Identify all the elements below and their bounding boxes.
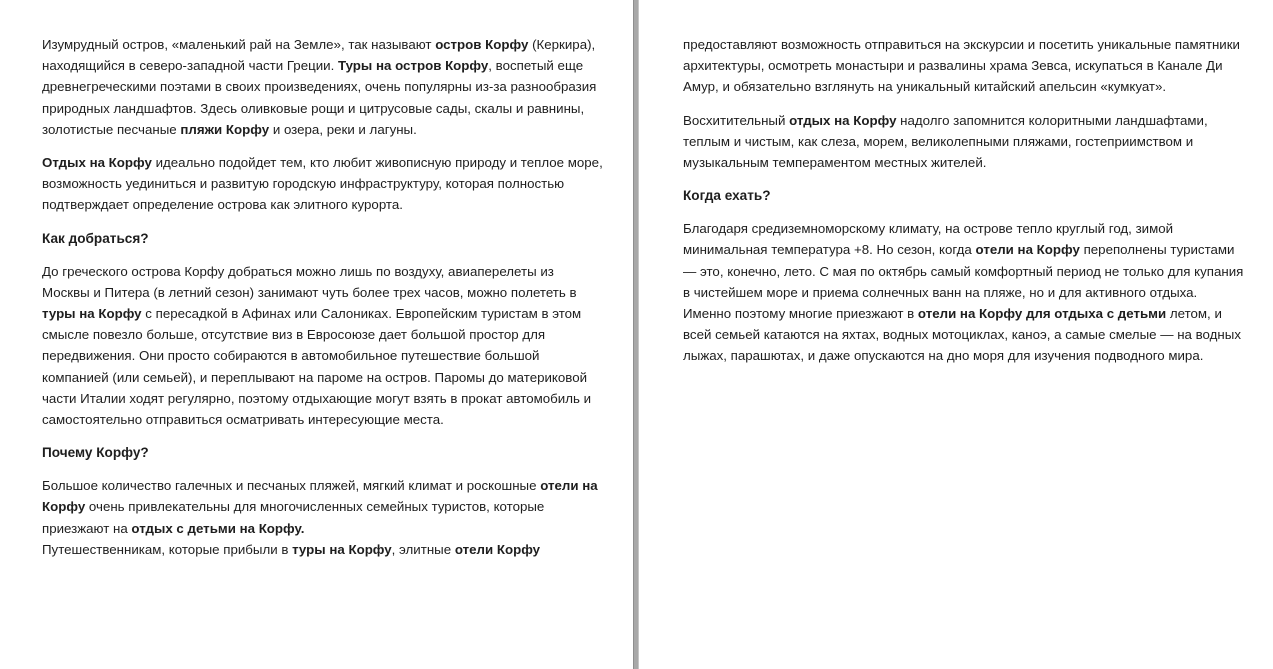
paragraph-excursions xyxy=(683,34,1249,98)
text-run: Большое количество галечных и песчаных пляжей, мягкий климат и роскошные xyxy=(42,478,541,494)
paragraph-memories xyxy=(683,110,1249,174)
bold-keyword: отдых на Корфу xyxy=(789,112,897,128)
paragraph-rest xyxy=(42,152,603,216)
paragraph-why xyxy=(42,475,603,539)
text-run: , элитные xyxy=(391,541,455,557)
text-run: Путешественникам, которые прибыли в xyxy=(42,541,293,557)
bold-keyword: Туры на остров Корфу xyxy=(337,58,489,74)
text-run: Восхитительный xyxy=(683,112,790,128)
paragraph-travel xyxy=(42,261,603,431)
bold-keyword: отели на Корфу xyxy=(42,478,598,515)
paragraph-climate xyxy=(683,218,1249,366)
text-run: с пересадкой в Афинах или Салониках. Европейским туристам в этом смысле повезло больше, отсутствие виз в Евросоюзе дает большой простор для передвижения. Они просто собираются в автомобильное путешествие большой компанией (или семьей), и переплывают на пароме на остров. Паромы до материковой части Италии ходят регулярно, поэтому отдыхающие могут взять в прокат автомобиль и самостоятельно отправиться осматривать интересующие места. xyxy=(42,306,592,428)
text-run: переполнены туристами — это, конечно, лето. С мая по октябрь самый комфортный период не только для купания в чистейшем море и приема солнечных ванн на пляже, но и для активного отдыха. Именно поэтому многие приезжают в xyxy=(683,242,1244,322)
text-run: До греческого острова Корфу добраться можно лишь по воздуху, авиаперелеты из Москвы и Питера (в летний сезон) занимают чуть более трех часов, можно полететь в xyxy=(42,263,577,300)
paragraph-intro xyxy=(42,34,603,140)
bold-keyword: пляжи Корфу xyxy=(180,121,270,137)
text-run: , воспетый еще древнегреческими поэтами в своих произведениях, очень популярны из-за разнообразия природных ландшафтов. Здесь оливковые рощи и цитрусовые сады, скалы и равнины, золотистые песчаные xyxy=(42,58,597,137)
bold-keyword: отдых с детьми на Корфу. xyxy=(131,520,305,536)
text-run: идеально подойдет тем, кто любит живописную природу и теплое море, возможность уединиться и развитую городскую инфраструктуру, которая полностью подтверждает определение острова как элитного курорта. xyxy=(42,155,603,213)
text-run: летом, и всей семьей катаются на яхтах, водных мотоциклах, каноэ, а самые смелые — на водных лыжах, парашютах, и даже опускаются на дно моря для изучения подводного мира. xyxy=(683,306,1241,364)
text-run: предоставляют возможность отправиться на экскурсии и посетить уникальные памятники архитектуры, осмотреть монастыри и развалины храма Зевса, искупаться в Канале Ди Амур, и обязательно взглянуть на уникальный китайский апельсин «кумкуат». xyxy=(683,37,1240,95)
text-run: Благодаря средиземноморскому климату, на острове тепло круглый год, зимой минимальная температура +8. Но сезон, когда xyxy=(683,221,1174,258)
text-run: и озера, реки и лагуны. xyxy=(269,121,417,137)
text-run: (Керкира), находящийся в северо-западной части Греции. xyxy=(42,37,596,74)
bold-keyword: отели на Корфу для отдыха с детьми xyxy=(917,306,1167,322)
bold-keyword: туры на Корфу xyxy=(292,541,392,557)
heading-why-corfu: Почему Корфу? xyxy=(42,445,149,461)
heading-how-to-get: Как добраться? xyxy=(42,230,149,246)
paragraph-travelers xyxy=(42,539,603,560)
heading-when-to-go: Когда ехать? xyxy=(683,188,771,204)
bold-keyword: остров Корфу xyxy=(435,37,529,52)
bold-keyword: отели Корфу xyxy=(454,541,541,557)
bold-keyword: туры на Корфу xyxy=(42,306,142,322)
text-run: Изумрудный остров, «маленький рай на Земле», так называют xyxy=(42,37,436,52)
bold-keyword: Отдых на Корфу xyxy=(42,155,152,171)
text-run: надолго запомнится колоритными ландшафтами, теплым и чистым, как слеза, морем, великолепными пляжами, гостеприимством и музыкальным темпераментом местных жителей. xyxy=(683,112,1208,171)
document-page-left xyxy=(0,0,633,669)
document-page-right xyxy=(639,0,1273,669)
text-run: очень привлекательны для многочисленных семейных туристов, которые приезжают на xyxy=(42,499,545,536)
bold-keyword: отели на Корфу xyxy=(975,242,1080,258)
